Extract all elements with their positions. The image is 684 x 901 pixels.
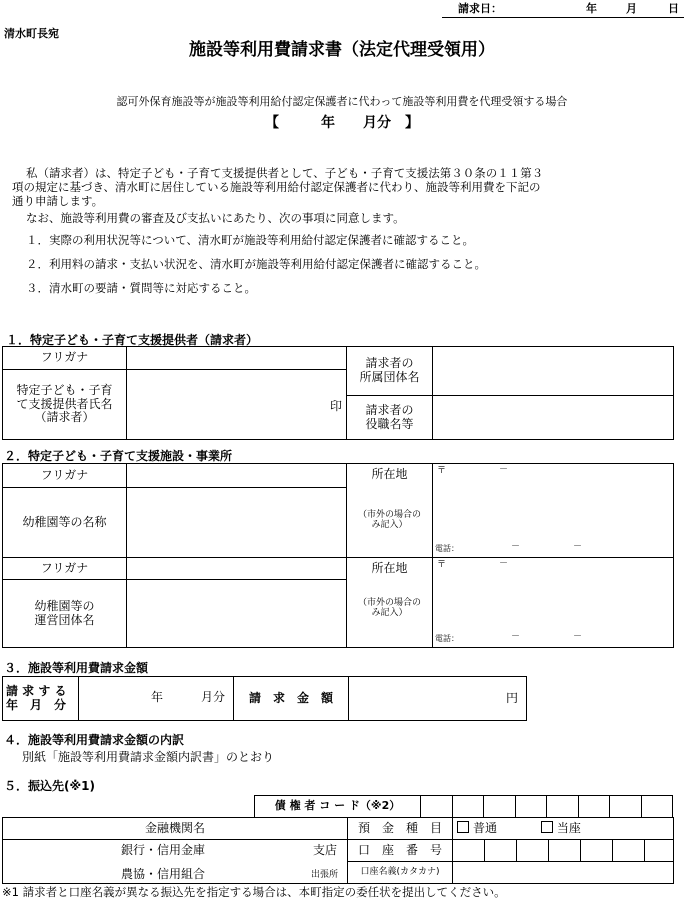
provider-org-input[interactable] [433, 347, 674, 396]
account-number-digit[interactable] [549, 840, 581, 862]
breakdown-text: 別紙「施設等利用費請求金額内訳書」のとおり [22, 750, 275, 764]
provider-name-label: 特定子ども・子育 て支援提供者氏名 （請求者） [3, 370, 127, 440]
creditor-code-digit[interactable] [421, 796, 453, 818]
operator-name-input[interactable] [127, 580, 347, 648]
creditor-code-digit[interactable] [484, 796, 515, 818]
account-number-digit[interactable] [453, 840, 485, 862]
operator-address-input[interactable]: 〒 － 電話： － － [433, 558, 674, 648]
request-period: 【 年 月分 】 [265, 115, 419, 131]
institution-label: 金融機関名 [3, 818, 348, 840]
section5-heading: ５．振込先(※1) [4, 779, 95, 793]
deposit-type-options [453, 818, 674, 840]
subtitle: 認可外保育施設等が施設等利用給付認定保護者に代わって施設等利用費を代理受領する場合 [116, 95, 568, 108]
provider-furigana-input[interactable] [127, 347, 347, 370]
operator-name-label: 幼稚園等の 運営団体名 [3, 580, 127, 648]
institution-input[interactable]: 銀行・信用金庫 支店 農協・信用組合 出張所 [3, 840, 348, 884]
creditor-code-label: 債 権 者 コ ー ド（※2） [255, 796, 421, 818]
request-date-day: 日 [668, 2, 679, 15]
facility-furigana-label: フリガナ [3, 464, 127, 488]
facility-furigana-input[interactable] [127, 464, 347, 488]
billing-period-input[interactable]: 年 月分 [79, 677, 234, 721]
creditor-code-digit[interactable] [578, 796, 609, 818]
creditor-code-digit[interactable] [453, 796, 484, 818]
addressee: 清水町長宛 [4, 27, 59, 40]
account-name-label: 口座名義(カタカナ) [348, 862, 453, 884]
section2-heading: ２．特定子ども・子育て支援施設・事業所 [4, 449, 233, 463]
facility-address-label: 所在地 （市外の場合の み記入） [347, 464, 433, 558]
intro-para2: なお、施設等利用費の審査及び支払いにあたり、次の事項に同意します。 [26, 211, 405, 225]
operator-address-label: 所在地 （市外の場合の み記入） [347, 558, 433, 648]
account-number-digit[interactable] [581, 840, 613, 862]
section3-heading: ３．施設等利用費請求金額 [4, 661, 149, 675]
facility-name-input[interactable] [127, 488, 347, 558]
amount-table [2, 676, 527, 721]
provider-title-input[interactable] [433, 396, 674, 440]
creditor-code-table [254, 795, 673, 818]
section4-heading: ４．施設等利用費請求金額の内訳 [4, 733, 185, 747]
request-date-month: 月 [626, 2, 637, 15]
account-number-digit[interactable] [517, 840, 549, 862]
creditor-code-digit[interactable] [547, 796, 578, 818]
account-number-digit[interactable] [645, 840, 674, 862]
page-title: 施設等利用費請求書（法定代理受領用） [189, 40, 495, 60]
account-number-digit[interactable] [485, 840, 517, 862]
intro-para1-line1: 私（請求者）は、特定子ども・子育て支援提供者として、子ども・子育て支援法第３０条の１１第３ [26, 166, 544, 180]
request-date-year: 年 [586, 2, 597, 15]
ordinary-checkbox[interactable]: 普通 [457, 821, 497, 835]
consent-item-2: ２．利用料の請求・支払い状況を、清水町が施設等利用給付認定保護者に確認すること。 [26, 257, 486, 271]
current-checkbox[interactable]: 当座 [541, 821, 581, 835]
operator-furigana-label: フリガナ [3, 558, 127, 580]
bank-table [2, 817, 674, 884]
footnote: ※1 請求者と口座名義が異なる振込先を指定する場合は、本町指定の委任状を提出してください。 [2, 885, 506, 899]
facility-address-input[interactable]: 〒 － 電話： － － [433, 464, 674, 558]
deposit-type-label: 預 金 種 目 [348, 818, 453, 840]
operator-furigana-input[interactable] [127, 558, 347, 580]
intro-para1-line3: 通り申請します。 [12, 194, 104, 208]
provider-table [2, 346, 674, 440]
billing-period-label: 請 求 す る 年 月 分 [3, 677, 79, 721]
account-number-label: 口 座 番 号 [348, 840, 453, 862]
provider-title-label: 請求者の 役職名等 [347, 396, 433, 440]
request-date-label: 請求日： [458, 2, 502, 15]
facility-name-label: 幼稚園等の名称 [3, 488, 127, 558]
intro-para1-line2: 項の規定に基づき、清水町に居住している施設等利用給付認定保護者に代わり、施設等利用費を下記の [12, 180, 541, 194]
seal-mark: 印 [329, 399, 342, 413]
account-number-digit[interactable] [613, 840, 645, 862]
provider-name-input[interactable] [127, 370, 347, 440]
facility-table [2, 463, 674, 648]
consent-item-3: ３．清水町の要請・質問等に対応すること。 [26, 281, 256, 295]
creditor-code-digit[interactable] [515, 796, 546, 818]
creditor-code-digit[interactable] [641, 796, 672, 818]
billing-amount-input[interactable]: 円 [349, 677, 527, 721]
billing-amount-label: 請 求 金 額 [234, 677, 349, 721]
creditor-code-digit[interactable] [610, 796, 641, 818]
account-name-input[interactable] [453, 862, 674, 884]
consent-item-1: １．実際の利用状況等について、清水町が施設等利用給付認定保護者に確認すること。 [26, 233, 475, 247]
section1-heading: １．特定子ども・子育て支援提供者（請求者） [6, 333, 259, 347]
provider-furigana-label: フリガナ [3, 347, 127, 370]
provider-org-label: 請求者の 所属団体名 [347, 347, 433, 396]
